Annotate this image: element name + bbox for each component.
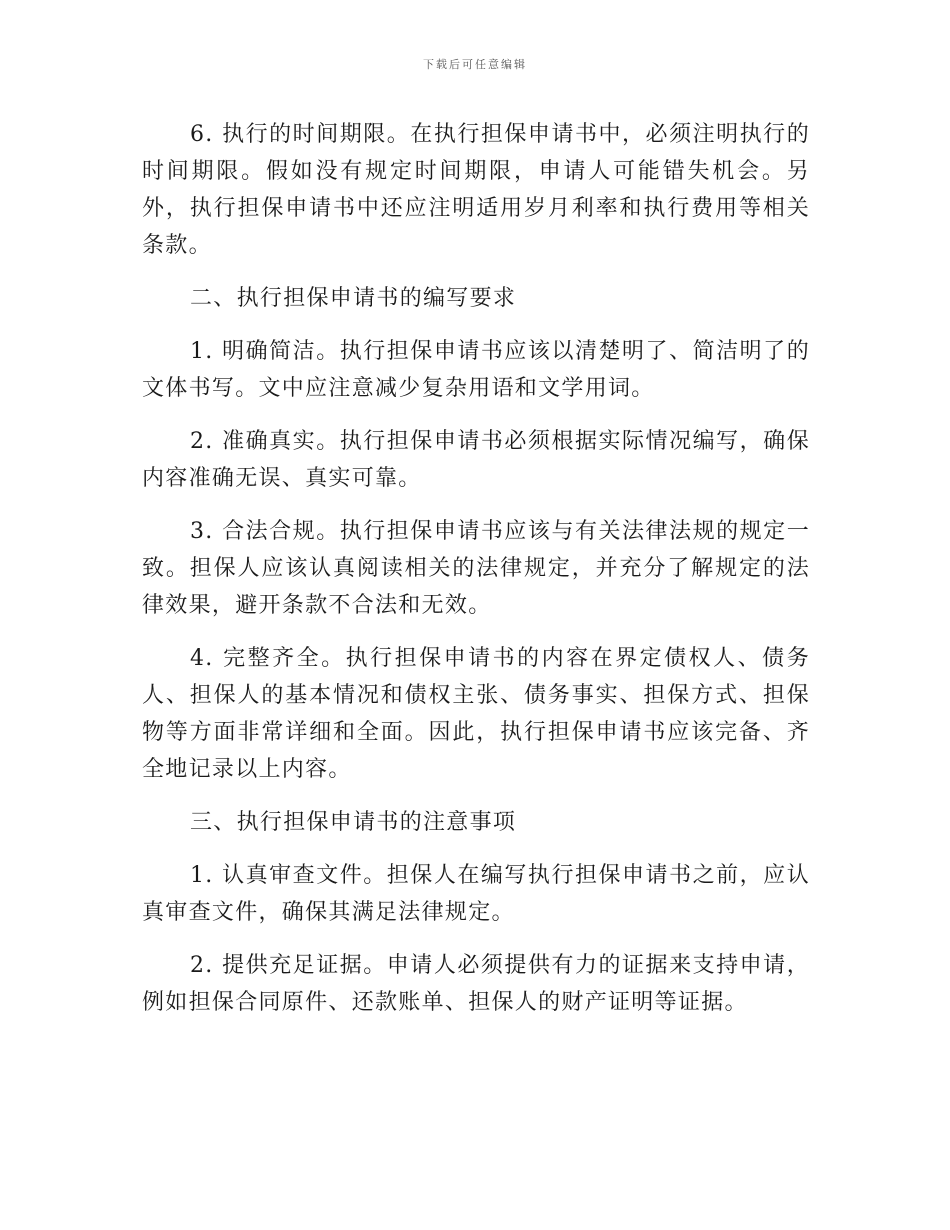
paragraph-time-limit: 6. 执行的时间期限。在执行担保申请书中，必须注明执行的时间期限。假如没有规定时间期限，申请人可能错失机会。另外，执行担保申请书中还应注明适用岁月利率和执行费用等相关条款。 bbox=[142, 122, 810, 258]
paragraph-legal-compliance: 3. 合法合规。执行担保申请书应该与有关法律法规的规定一致。担保人应该认真阅读相关的法律规定，并充分了解规定的法律效果，避开条款不合法和无效。 bbox=[142, 519, 810, 618]
section-heading-notes: 三、执行担保申请书的注意事项 bbox=[190, 810, 517, 835]
paragraph-provide-evidence: 2. 提供充足证据。申请人必须提供有力的证据来支持申请，例如担保合同原件、还款账单、担保人的财产证明等证据。 bbox=[142, 953, 810, 1015]
paragraph-accurate-true: 2. 准确真实。执行担保申请书必须根据实际情况编写，确保内容准确无误、真实可靠。 bbox=[142, 429, 810, 491]
section-heading-writing-requirements: 二、执行担保申请书的编写要求 bbox=[190, 286, 517, 311]
document-body bbox=[142, 116, 810, 1037]
paragraph-clear-concise: 1. 明确简洁。执行担保申请书应该以清楚明了、简洁明了的文体书写。文中应注意减少复杂用语和文学用词。 bbox=[142, 339, 810, 401]
paragraph-complete: 4. 完整齐全。执行担保申请书的内容在界定债权人、债务人、担保人的基本情况和债权主张、债务事实、担保方式、担保物等方面非常详细和全面。因此，执行担保申请书应该完备、齐全地记录以上内容。 bbox=[142, 646, 810, 782]
paragraph-review-documents: 1. 认真审查文件。担保人在编写执行担保申请书之前，应认真审查文件，确保其满足法律规定。 bbox=[142, 863, 810, 925]
page-header: 下载后可任意编辑 bbox=[423, 58, 527, 71]
